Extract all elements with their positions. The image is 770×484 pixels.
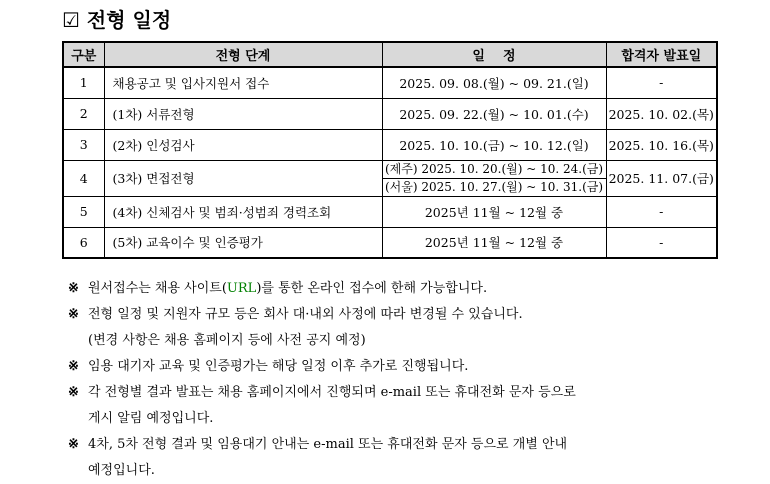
note-text: (변경 사항은 채용 홈페이지 등에 사전 공지 예정) — [88, 333, 366, 348]
row-announce: - — [606, 196, 717, 227]
schedule-jeju: (제주) 2025. 10. 20.(월) ~ 10. 24.(금) — [383, 161, 606, 179]
note-item — [68, 354, 748, 380]
note-item — [68, 302, 748, 328]
row-no: 5 — [63, 196, 104, 227]
table-row — [63, 98, 717, 129]
note-item — [68, 276, 748, 302]
schedule-table — [62, 41, 718, 259]
row-no: 6 — [63, 227, 104, 258]
row-stage: (3차) 면접전형 — [104, 160, 382, 196]
header-announce: 합격자 발표일 — [606, 42, 717, 67]
table-row — [63, 129, 717, 160]
note-text: 임용 대기자 교육 및 인증평가는 해당 일정 이후 추가로 진행됩니다. — [88, 359, 469, 374]
header-no: 구분 — [63, 42, 104, 67]
row-no: 3 — [63, 129, 104, 160]
row-stage: (4차) 신체검사 및 범죄·성범죄 경력조회 — [104, 196, 382, 227]
note-text: 전형 일정 및 지원자 규모 등은 회사 대·내외 사정에 따라 변경될 수 있습니다. — [88, 307, 523, 322]
row-no: 1 — [63, 67, 104, 98]
row-schedule: 2025년 11월 ~ 12월 중 — [382, 196, 606, 227]
row-schedule: 2025년 11월 ~ 12월 중 — [382, 227, 606, 258]
table-row — [63, 67, 717, 98]
note-text-part: 원서접수는 채용 사이트( — [88, 281, 227, 296]
notes-list — [68, 276, 748, 484]
note-continuation — [68, 406, 748, 432]
note-mark: ※ — [68, 385, 79, 400]
note-item — [68, 380, 748, 406]
row-no: 4 — [63, 160, 104, 196]
note-mark: ※ — [68, 437, 79, 452]
row-stage: (1차) 서류전형 — [104, 98, 382, 129]
note-continuation — [68, 458, 748, 484]
note-mark: ※ — [68, 307, 79, 322]
checkbox-icon: ☑ — [62, 8, 80, 32]
row-schedule — [382, 160, 606, 196]
note-text: 예정입니다. — [88, 463, 155, 478]
section-title — [62, 6, 171, 34]
schedule-seoul: (서울) 2025. 10. 27.(월) ~ 10. 31.(금) — [384, 179, 604, 194]
note-mark: ※ — [68, 359, 79, 374]
note-text: 게시 알림 예정입니다. — [88, 411, 214, 426]
note-mark: ※ — [68, 281, 79, 296]
row-stage: (5차) 교육이수 및 인증평가 — [104, 227, 382, 258]
note-continuation — [68, 328, 748, 354]
row-stage: (2차) 인성검사 — [104, 129, 382, 160]
note-item — [68, 432, 748, 458]
row-announce: - — [606, 67, 717, 98]
note-text: 4차, 5차 전형 결과 및 임용대기 안내는 e-mail 또는 휴대전화 문자 등으로 개별 안내 — [88, 437, 568, 452]
row-schedule: 2025. 09. 22.(월) ~ 10. 01.(수) — [382, 98, 606, 129]
header-schedule: 일 정 — [382, 42, 606, 67]
row-announce: 2025. 11. 07.(금) — [606, 160, 717, 196]
section-title-text: 전형 일정 — [86, 8, 172, 32]
row-schedule: 2025. 10. 10.(금) ~ 10. 12.(일) — [382, 129, 606, 160]
row-announce: 2025. 10. 16.(목) — [606, 129, 717, 160]
table-row — [63, 227, 717, 258]
row-no: 2 — [63, 98, 104, 129]
note-text-part: )를 통한 온라인 접수에 한해 가능합니다. — [256, 281, 488, 296]
row-schedule: 2025. 09. 08.(월) ~ 09. 21.(일) — [382, 67, 606, 98]
note-text: 각 전형별 결과 발표는 채용 홈페이지에서 진행되며 e-mail 또는 휴대전화 문자 등으로 — [88, 385, 576, 400]
row-stage: 채용공고 및 입사지원서 접수 — [104, 67, 382, 98]
header-stage: 전형 단계 — [104, 42, 382, 67]
table-row — [63, 196, 717, 227]
table-row — [63, 160, 717, 196]
table-header-row — [63, 42, 717, 67]
note-text — [88, 276, 487, 302]
row-announce: - — [606, 227, 717, 258]
url-link[interactable]: URL — [226, 281, 257, 296]
row-announce: 2025. 10. 02.(목) — [606, 98, 717, 129]
